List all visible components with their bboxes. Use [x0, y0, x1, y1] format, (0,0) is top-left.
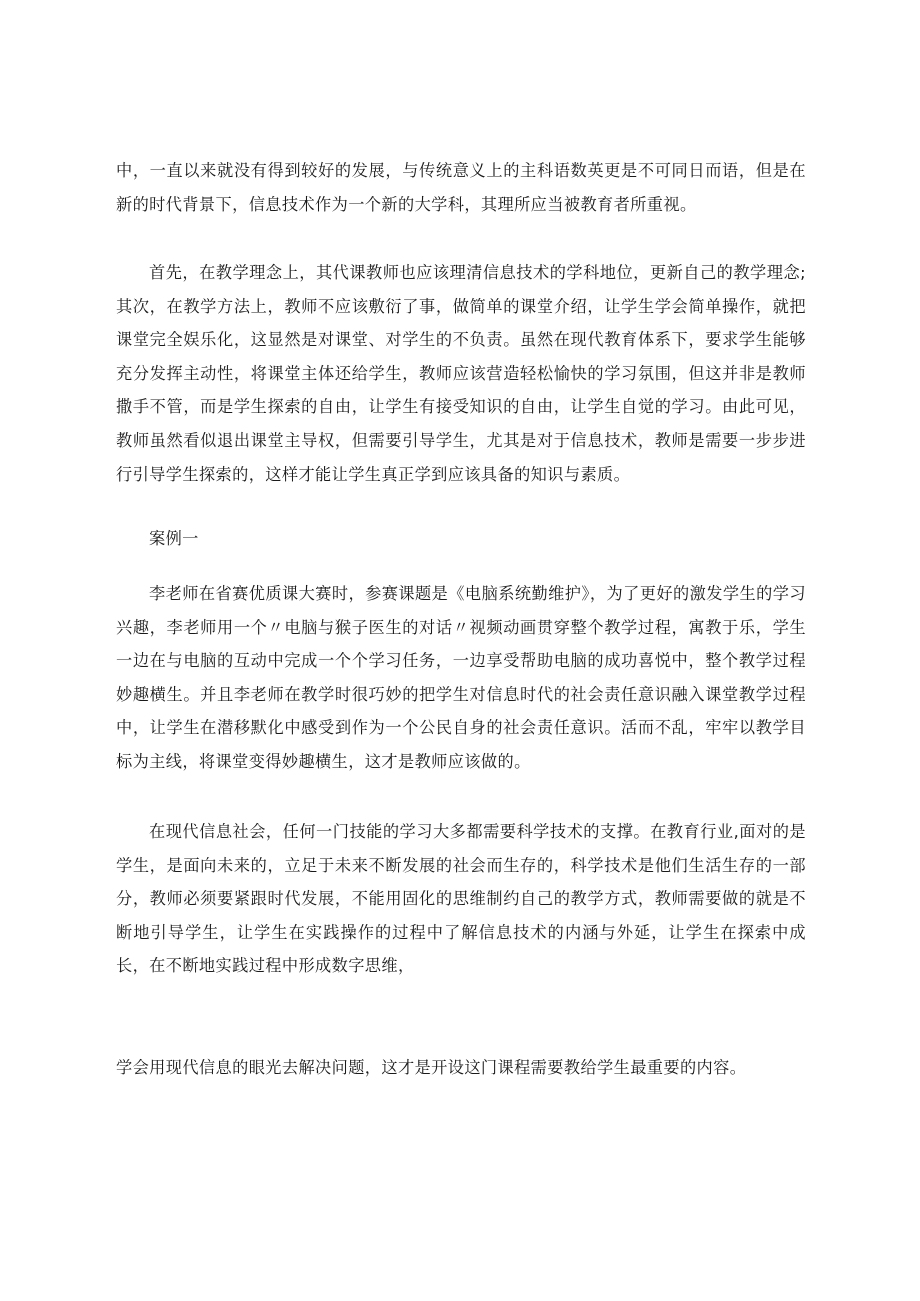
paragraph-continued: 中，一直以来就没有得到较好的发展，与传统意义上的主科语数英更是不可同日而语，但是在新的时代背景下，信息技术作为一个新的大学科，其理所应当被教育者所重视。	[116, 161, 806, 214]
paragraph-case-one: 李老师在省赛优质课大赛时，参赛课题是《电脑系统勤维护》，为了更好的激发学生的学习兴趣，李老师用一个〃电脑与猴子医生的对话〃视频动画贯穿整个教学过程，寓教于乐，学生一边在与电脑的互动中完成一个个学习任务，一边享受帮助电脑的成功喜悦中，整个教学过程妙趣横生。并且李老师在教学时很巧妙的把学生对信息时代的社会责任意识融入课堂教学过程中，让学生在潜移默化中感受到作为一个公民自身的社会责任意识。活而不乱，牢牢以教学目标为主线，将课堂变得妙趣横生，这才是教师应该做的。	[116, 584, 806, 771]
paragraph-conclusion: 学会用现代信息的眼光去解决问题，这才是开设这门课程需要教给学生最重要的内容。	[116, 1058, 747, 1077]
case-heading: 案例一	[149, 529, 199, 548]
paragraph-modern-society: 在现代信息社会，任何一门技能的学习大多都需要科学技术的支撑。在教育行业,面对的是学生，是面向未来的，立足于未来不断发展的社会而生存的，科学技术是他们生活生存的一部分，教师必须要紧跟时代发展，不能用固化的思维制约自己的教学方式，教师需要做的就是不断地引导学生，让学生在实践操作的过程中了解信息技术的内涵与外延，让学生在探索中成长，在不断地实践过程中形成数字思维，	[116, 822, 806, 976]
paragraph-teaching-philosophy: 首先，在教学理念上，其代课教师也应该理清信息技术的学科地位，更新自己的教学理念;其次，在教学方法上，教师不应该敷衍了事，做简单的课堂介绍，让学生学会简单操作，就把课堂完全娱乐化，这显然是对课堂、对学生的不负责。虽然在现代教育体系下，要求学生能够充分发挥主动性，将课堂主体还给学生，教师应该营造轻松愉快的学习氛围，但这并非是教师撒手不管，而是学生探索的自由，让学生有接受知识的自由，让学生自觉的学习。由此可见，教师虽然看似退出课堂主导权，但需要引导学生，尤其是对于信息技术，教师是需要一步步进行引导学生探索的，这样才能让学生真正学到应该具备的知识与素质。	[116, 263, 806, 484]
